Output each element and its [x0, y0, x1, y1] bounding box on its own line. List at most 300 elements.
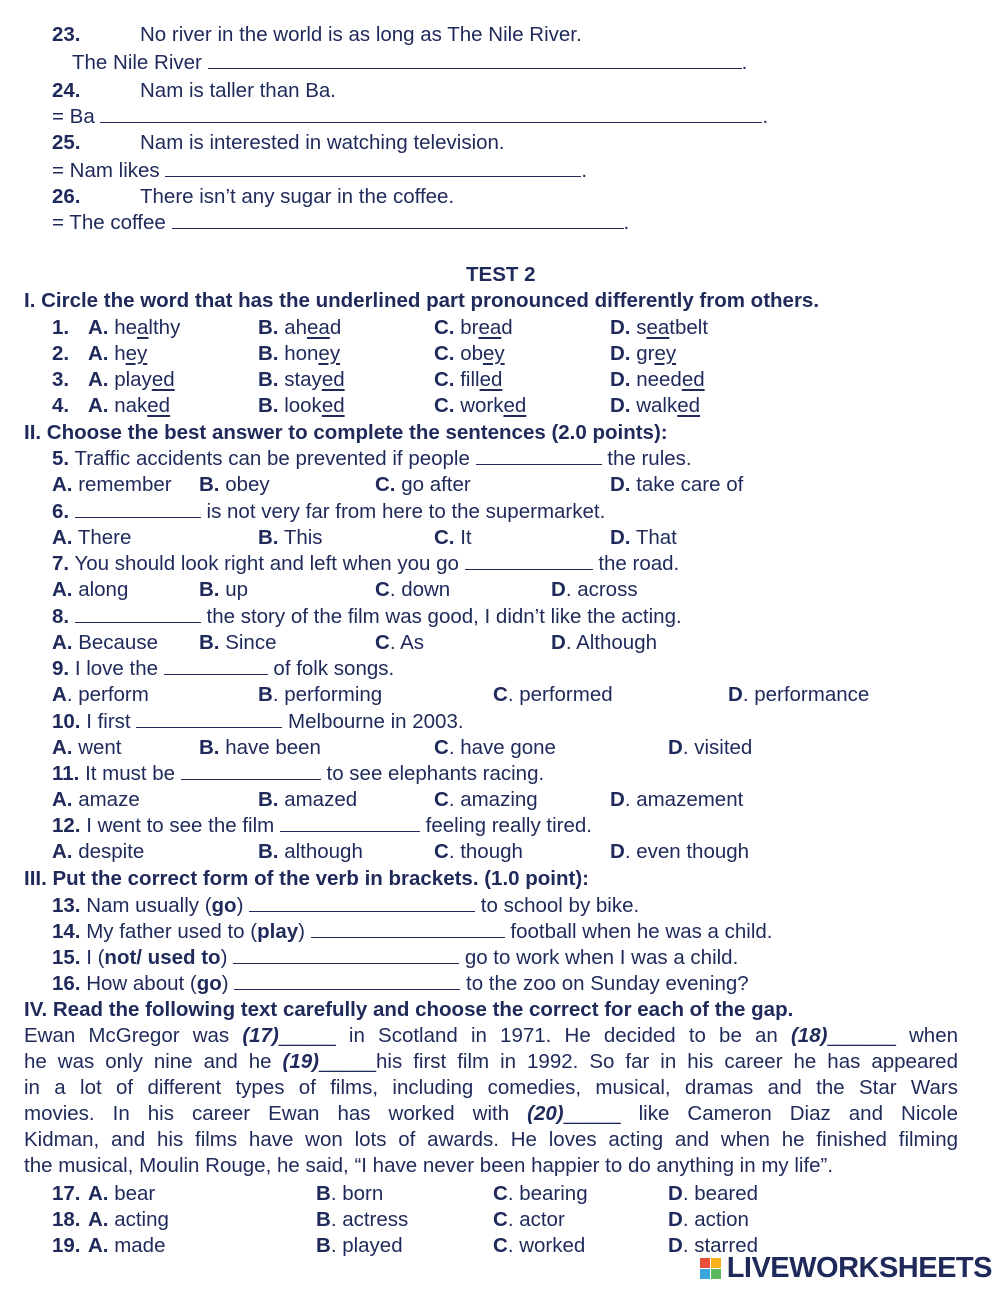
option-text: went: [78, 736, 122, 759]
option-letter: C.: [434, 316, 455, 339]
passage-text: _____ like Cameron Diaz and Nicole: [563, 1102, 958, 1125]
s1-question-number: 4.: [52, 394, 70, 417]
answer-option[interactable]: [434, 787, 538, 813]
option-text: . actor: [507, 1208, 565, 1231]
option-letter: C: [375, 578, 390, 601]
s1-question-number: 1.: [52, 316, 70, 339]
option-letter: D.: [610, 316, 631, 339]
option-word-start: br: [460, 316, 479, 339]
option-text: . Although: [565, 631, 658, 654]
passage-text: the musical, Moulin Rouge, he said, “I have never been happier to do anything in my life”.: [24, 1154, 834, 1177]
verb-text-before: I (: [86, 946, 105, 969]
option-text: amazed: [284, 788, 358, 811]
option-text: . perform: [66, 683, 149, 706]
option-letter: B.: [258, 526, 279, 549]
answer-option[interactable]: [434, 735, 556, 761]
s2-question-number: 6.: [52, 500, 70, 523]
s1-option[interactable]: [434, 367, 502, 393]
answer-option[interactable]: [258, 787, 357, 813]
option-letter: C: [434, 840, 449, 863]
gap-number: (17): [242, 1024, 279, 1047]
option-text: up: [225, 578, 249, 601]
question-text-after: the road.: [598, 552, 680, 575]
answer-option[interactable]: [88, 1207, 169, 1233]
passage-line: [24, 1101, 958, 1127]
answer-option[interactable]: [375, 472, 471, 498]
option-underlined-part: ea: [478, 316, 502, 339]
s2-question-row: [52, 813, 592, 839]
option-word-start: need: [636, 368, 682, 391]
s1-option[interactable]: [610, 367, 705, 393]
option-letter: C.: [375, 473, 396, 496]
answer-option[interactable]: [52, 472, 172, 498]
question-text-after: the story of the film was good, I didn’t like the acting.: [206, 605, 682, 628]
s2-question-number: 12.: [52, 814, 81, 837]
s3-question-number: 13.: [52, 894, 81, 917]
option-underlined-part: ed: [677, 394, 701, 417]
option-letter: A.: [88, 1208, 109, 1231]
option-letter: D: [728, 683, 743, 706]
option-text: . amazing: [448, 788, 538, 811]
option-text: take care of: [636, 473, 744, 496]
option-text: . beared: [682, 1182, 759, 1205]
option-letter: A: [52, 683, 67, 706]
answer-option[interactable]: [52, 682, 149, 708]
s1-option[interactable]: [88, 315, 180, 341]
option-underlined-part: ey: [654, 342, 677, 365]
q23-number: 23.: [52, 23, 81, 46]
s1-option[interactable]: [258, 393, 345, 419]
question-text-before: I first: [86, 710, 131, 733]
option-underlined-part: ed: [479, 368, 503, 391]
question-text-before: Traffic accidents can be prevented if people: [74, 447, 470, 470]
s1-option[interactable]: [434, 393, 526, 419]
option-letter: D.: [610, 368, 631, 391]
option-underlined-part: a: [137, 316, 149, 339]
option-text: have been: [225, 736, 321, 759]
passage-text: _____ in Scotland in 1971. He decided to be an: [278, 1024, 791, 1047]
option-letter: D: [668, 1182, 683, 1205]
s1-question-row: [52, 341, 677, 367]
question-text-after: Melbourne in 2003.: [288, 710, 464, 733]
q23-line: [52, 22, 582, 48]
q25-prompt: = Nam likes: [52, 159, 160, 182]
passage-text: in a lot of different types of films, including comedies, musical, dramas and the Star Wars: [24, 1076, 958, 1099]
bracket-close: ): [221, 972, 229, 995]
q26-number: 26.: [52, 185, 81, 208]
passage-line: [24, 1049, 958, 1075]
answer-option[interactable]: [316, 1207, 408, 1233]
option-letter: A.: [52, 736, 73, 759]
option-word-start: s: [636, 316, 647, 339]
s2-question-number: 11.: [52, 762, 80, 785]
s3-question-row: [52, 971, 749, 997]
option-letter: A.: [88, 342, 109, 365]
s4-question-row: [52, 1233, 759, 1259]
s1-option[interactable]: [88, 341, 147, 367]
option-letter: B.: [258, 394, 279, 417]
option-word-start: nak: [114, 394, 148, 417]
verb-in-brackets: not/ used to: [104, 946, 221, 969]
s2-question-number: 5.: [52, 447, 70, 470]
answer-option[interactable]: [258, 525, 323, 551]
option-letter: B.: [258, 316, 279, 339]
option-letter: B.: [199, 578, 220, 601]
answer-blank[interactable]: [164, 656, 268, 675]
verb-text-before: My father used to (: [86, 920, 258, 943]
q26-answer-blank[interactable]: [172, 210, 624, 229]
option-letter: C: [375, 631, 390, 654]
q25-answer-blank[interactable]: [165, 158, 581, 177]
option-letter: A.: [52, 840, 73, 863]
answer-option[interactable]: [668, 1207, 749, 1233]
passage-text: he was only nine and he: [24, 1050, 283, 1073]
option-underlined-part: ed: [681, 368, 705, 391]
verb-answer-blank[interactable]: [234, 971, 460, 990]
s2-question-number: 7.: [52, 552, 70, 575]
option-letter: C.: [434, 368, 455, 391]
answer-option[interactable]: [199, 630, 276, 656]
option-underlined-part: ed: [503, 394, 527, 417]
option-text: It: [460, 526, 472, 549]
s3-question-row: [52, 945, 738, 971]
option-letter: D: [551, 631, 566, 654]
s3-question-row: [52, 893, 639, 919]
option-underlined-part: ea: [646, 316, 670, 339]
option-word-start: work: [460, 394, 504, 417]
verb-answer-blank[interactable]: [311, 919, 505, 938]
logo-mark-icon: [700, 1258, 721, 1279]
option-text: . worked: [507, 1234, 586, 1257]
verb-text-before: How about (: [86, 972, 197, 995]
verb-in-brackets: go: [211, 894, 237, 917]
option-text: amaze: [78, 788, 140, 811]
option-word-end: d: [329, 316, 342, 339]
gap-number: (18): [790, 1024, 828, 1047]
option-letter: D: [668, 1234, 683, 1257]
option-underlined-part: ed: [151, 368, 175, 391]
answer-blank[interactable]: [465, 551, 593, 570]
option-letter: A.: [52, 788, 73, 811]
answer-option[interactable]: [258, 839, 363, 865]
option-text: . bearing: [507, 1182, 588, 1205]
option-text: . amazement: [624, 788, 744, 811]
option-underlined-part: ed: [147, 394, 171, 417]
option-text: . performing: [272, 683, 383, 706]
answer-option[interactable]: [434, 525, 472, 551]
verb-answer-blank[interactable]: [233, 945, 459, 964]
option-letter: D: [610, 788, 625, 811]
option-text: . starred: [682, 1234, 759, 1257]
verb-text-after: to school by bike.: [480, 894, 640, 917]
option-letter: C.: [434, 526, 455, 549]
answer-option[interactable]: [668, 735, 752, 761]
answer-option[interactable]: [610, 525, 677, 551]
section1-heading: I. Circle the word that has the underlined part pronounced differently from others.: [24, 289, 820, 312]
option-text: along: [78, 578, 129, 601]
answer-blank[interactable]: [476, 446, 602, 465]
passage-text: _____his first film in 1992. So far in his career he has appeared: [319, 1050, 958, 1073]
s1-question-number: 3.: [52, 368, 70, 391]
question-text-before: You should look right and left when you go: [74, 552, 459, 575]
answer-option[interactable]: [493, 1207, 565, 1233]
s2-question-number: 8.: [52, 605, 70, 628]
q25-answer-line: = Nam likes .: [52, 159, 588, 182]
option-letter: A.: [52, 578, 73, 601]
answer-option[interactable]: [434, 839, 523, 865]
option-letter: B.: [258, 840, 279, 863]
verb-in-brackets: play: [257, 920, 299, 943]
option-word-end: tbelt: [669, 316, 709, 339]
verb-text-after: to the zoo on Sunday evening?: [466, 972, 749, 995]
passage-line: [24, 1023, 958, 1049]
option-text: . action: [682, 1208, 749, 1231]
option-text: . across: [565, 578, 638, 601]
option-letter: D: [551, 578, 566, 601]
option-underlined-part: ed: [321, 394, 345, 417]
option-word-start: ob: [460, 342, 484, 365]
option-text: obey: [225, 473, 270, 496]
section4-heading: IV. Read the following text carefully and choose the correct for each of the gap.: [24, 998, 794, 1021]
gap-number: (19): [282, 1050, 320, 1073]
s4-question-row: [52, 1207, 749, 1233]
option-text: . have gone: [448, 736, 556, 759]
answer-blank[interactable]: [75, 499, 201, 518]
option-letter: B.: [258, 342, 279, 365]
option-letter: B.: [199, 473, 220, 496]
s1-option[interactable]: [610, 341, 676, 367]
option-letter: D.: [610, 473, 631, 496]
option-letter: C: [493, 1182, 508, 1205]
s1-option[interactable]: [258, 367, 345, 393]
s1-option[interactable]: [610, 393, 700, 419]
s2-question-row: [52, 709, 464, 735]
option-letter: C.: [434, 342, 455, 365]
s3-question-row: [52, 919, 773, 945]
option-text: made: [114, 1234, 166, 1257]
answer-option[interactable]: [551, 577, 638, 603]
answer-option[interactable]: [199, 577, 248, 603]
s1-question-row: [52, 315, 709, 341]
s2-question-row: [52, 604, 682, 630]
answer-option[interactable]: [610, 787, 743, 813]
option-letter: D.: [610, 526, 631, 549]
s1-option[interactable]: [434, 315, 513, 341]
q23-sentence: No river in the world is as long as The Nile River.: [140, 23, 582, 46]
s1-question-row: [52, 367, 705, 393]
s2-question-row: [52, 446, 692, 472]
s1-question-number: 2.: [52, 342, 70, 365]
question-text-before: I went to see the film: [86, 814, 275, 837]
option-letter: A.: [88, 368, 109, 391]
q24-answer-line: = Ba .: [52, 105, 769, 128]
option-letter: A.: [52, 473, 73, 496]
s4-question-number: 18.: [52, 1208, 81, 1231]
gap-number: (20): [527, 1102, 564, 1125]
option-text: although: [284, 840, 363, 863]
option-text: There: [77, 526, 132, 549]
option-word-start: walk: [636, 394, 678, 417]
option-underlined-part: ey: [318, 342, 341, 365]
answer-option[interactable]: [610, 839, 749, 865]
option-letter: D: [610, 840, 625, 863]
q23-answer-blank[interactable]: [208, 50, 742, 69]
q24-answer-blank[interactable]: [100, 104, 762, 123]
option-word-start: look: [284, 394, 322, 417]
answer-option[interactable]: [316, 1181, 383, 1207]
q24-sentence: Nam is taller than Ba.: [140, 79, 336, 102]
option-text: go after: [401, 473, 471, 496]
option-letter: A.: [52, 631, 73, 654]
option-text: . As: [389, 631, 424, 654]
verb-in-brackets: go: [196, 972, 222, 995]
answer-option[interactable]: [610, 472, 743, 498]
passage-text: Ewan McGregor was: [24, 1024, 243, 1047]
answer-option[interactable]: [52, 577, 128, 603]
option-word-start: h: [114, 342, 126, 365]
answer-option[interactable]: [52, 787, 140, 813]
q24-line: [52, 78, 336, 104]
option-letter: A.: [88, 316, 109, 339]
q23-answer-line: The Nile River .: [72, 51, 748, 74]
q24-number: 24.: [52, 79, 81, 102]
section2-heading: II. Choose the best answer to complete the sentences (2.0 points):: [24, 421, 668, 444]
q26-prompt: = The coffee: [52, 211, 166, 234]
verb-text-before: Nam usually (: [86, 894, 212, 917]
answer-blank[interactable]: [75, 604, 201, 623]
liveworksheets-logo: [700, 1252, 992, 1285]
option-letter: A.: [88, 1182, 109, 1205]
option-text: . performed: [507, 683, 613, 706]
option-letter: A.: [88, 394, 109, 417]
verb-text-after: go to work when I was a child.: [464, 946, 739, 969]
answer-option[interactable]: [52, 630, 158, 656]
question-text-after: the rules.: [607, 447, 692, 470]
answer-option[interactable]: [375, 630, 424, 656]
logo-text: LIVEWORKSHEETS: [726, 1252, 992, 1284]
bracket-close: ): [220, 946, 228, 969]
option-word-end: lthy: [148, 316, 181, 339]
s2-question-row: [52, 499, 605, 525]
answer-blank[interactable]: [280, 813, 420, 832]
option-letter: D: [668, 736, 683, 759]
answer-option[interactable]: [493, 1181, 588, 1207]
option-text: acting: [114, 1208, 169, 1231]
option-word-start: fill: [460, 368, 480, 391]
answer-option[interactable]: [52, 735, 122, 761]
passage-text: Kidman, and his films have won lots of awards. He loves acting and when he finished filming: [24, 1128, 958, 1151]
option-text: . played: [330, 1234, 403, 1257]
option-letter: C.: [434, 394, 455, 417]
question-text-after: is not very far from here to the supermarket.: [206, 500, 606, 523]
q26-answer-line: = The coffee .: [52, 211, 630, 234]
answer-option[interactable]: [316, 1233, 403, 1259]
answer-option[interactable]: [668, 1181, 758, 1207]
verb-text-after: football when he was a child.: [510, 920, 773, 943]
section3-heading: III. Put the correct form of the verb in brackets. (1.0 point):: [24, 867, 589, 890]
verb-answer-blank[interactable]: [249, 893, 475, 912]
s4-question-row: [52, 1181, 759, 1207]
s4-question-number: 17.: [52, 1182, 81, 1205]
answer-blank[interactable]: [181, 761, 321, 780]
passage-text: ______ when: [827, 1024, 958, 1047]
question-text-before: I love the: [74, 657, 159, 680]
s1-option[interactable]: [258, 341, 340, 367]
option-letter: C: [493, 1208, 508, 1231]
s2-question-row: [52, 656, 394, 682]
s3-question-number: 14.: [52, 920, 81, 943]
option-text: . down: [389, 578, 451, 601]
answer-option[interactable]: [728, 682, 869, 708]
passage-text: movies. In his career Ewan has worked with: [24, 1102, 528, 1125]
answer-option[interactable]: [52, 525, 131, 551]
test-title: TEST 2: [466, 263, 536, 286]
q25-sentence: Nam is interested in watching television.: [140, 131, 505, 154]
s1-option[interactable]: [434, 341, 505, 367]
passage-line: [24, 1153, 958, 1179]
option-underlined-part: ey: [483, 342, 505, 365]
answer-option[interactable]: [88, 1233, 165, 1259]
answer-option[interactable]: [551, 630, 657, 656]
s2-question-number: 9.: [52, 657, 70, 680]
answer-option[interactable]: [493, 1233, 585, 1259]
s1-option[interactable]: [88, 393, 170, 419]
option-text: . born: [330, 1182, 384, 1205]
answer-blank[interactable]: [136, 709, 282, 728]
option-text: despite: [78, 840, 145, 863]
answer-option[interactable]: [199, 735, 321, 761]
option-letter: B.: [199, 736, 220, 759]
q26-sentence: There isn’t any sugar in the coffee.: [140, 185, 455, 208]
question-text-after: to see elephants racing.: [326, 762, 545, 785]
s1-question-row: [52, 393, 701, 419]
bracket-close: ): [236, 894, 244, 917]
s3-question-number: 15.: [52, 946, 81, 969]
option-word-start: stay: [284, 368, 322, 391]
option-letter: D: [668, 1208, 683, 1231]
answer-option[interactable]: [52, 839, 144, 865]
option-letter: D.: [610, 342, 631, 365]
option-letter: B: [316, 1182, 331, 1205]
option-text: Because: [78, 631, 158, 654]
s1-option[interactable]: [88, 367, 175, 393]
answer-option[interactable]: [199, 472, 270, 498]
s4-question-number: 19.: [52, 1234, 81, 1257]
option-letter: B: [258, 683, 273, 706]
s1-option[interactable]: [258, 315, 341, 341]
option-text: remember: [78, 473, 172, 496]
q26-line: [52, 184, 455, 210]
option-letter: C: [434, 736, 449, 759]
q25-line: [52, 130, 505, 156]
option-letter: C: [434, 788, 449, 811]
s1-option[interactable]: [610, 315, 708, 341]
option-letter: C: [493, 1234, 508, 1257]
option-letter: B: [316, 1208, 331, 1231]
question-text-before: It must be: [85, 762, 176, 785]
q23-prompt: The Nile River: [72, 51, 202, 74]
answer-option[interactable]: [88, 1181, 155, 1207]
option-word-start: he: [114, 316, 138, 339]
s3-question-number: 16.: [52, 972, 81, 995]
q24-prompt: = Ba: [52, 105, 95, 128]
answer-option[interactable]: [493, 682, 613, 708]
answer-option[interactable]: [375, 577, 450, 603]
s2-question-number: 10.: [52, 710, 81, 733]
option-text: That: [635, 526, 677, 549]
option-underlined-part: ea: [307, 316, 330, 339]
answer-option[interactable]: [258, 682, 382, 708]
